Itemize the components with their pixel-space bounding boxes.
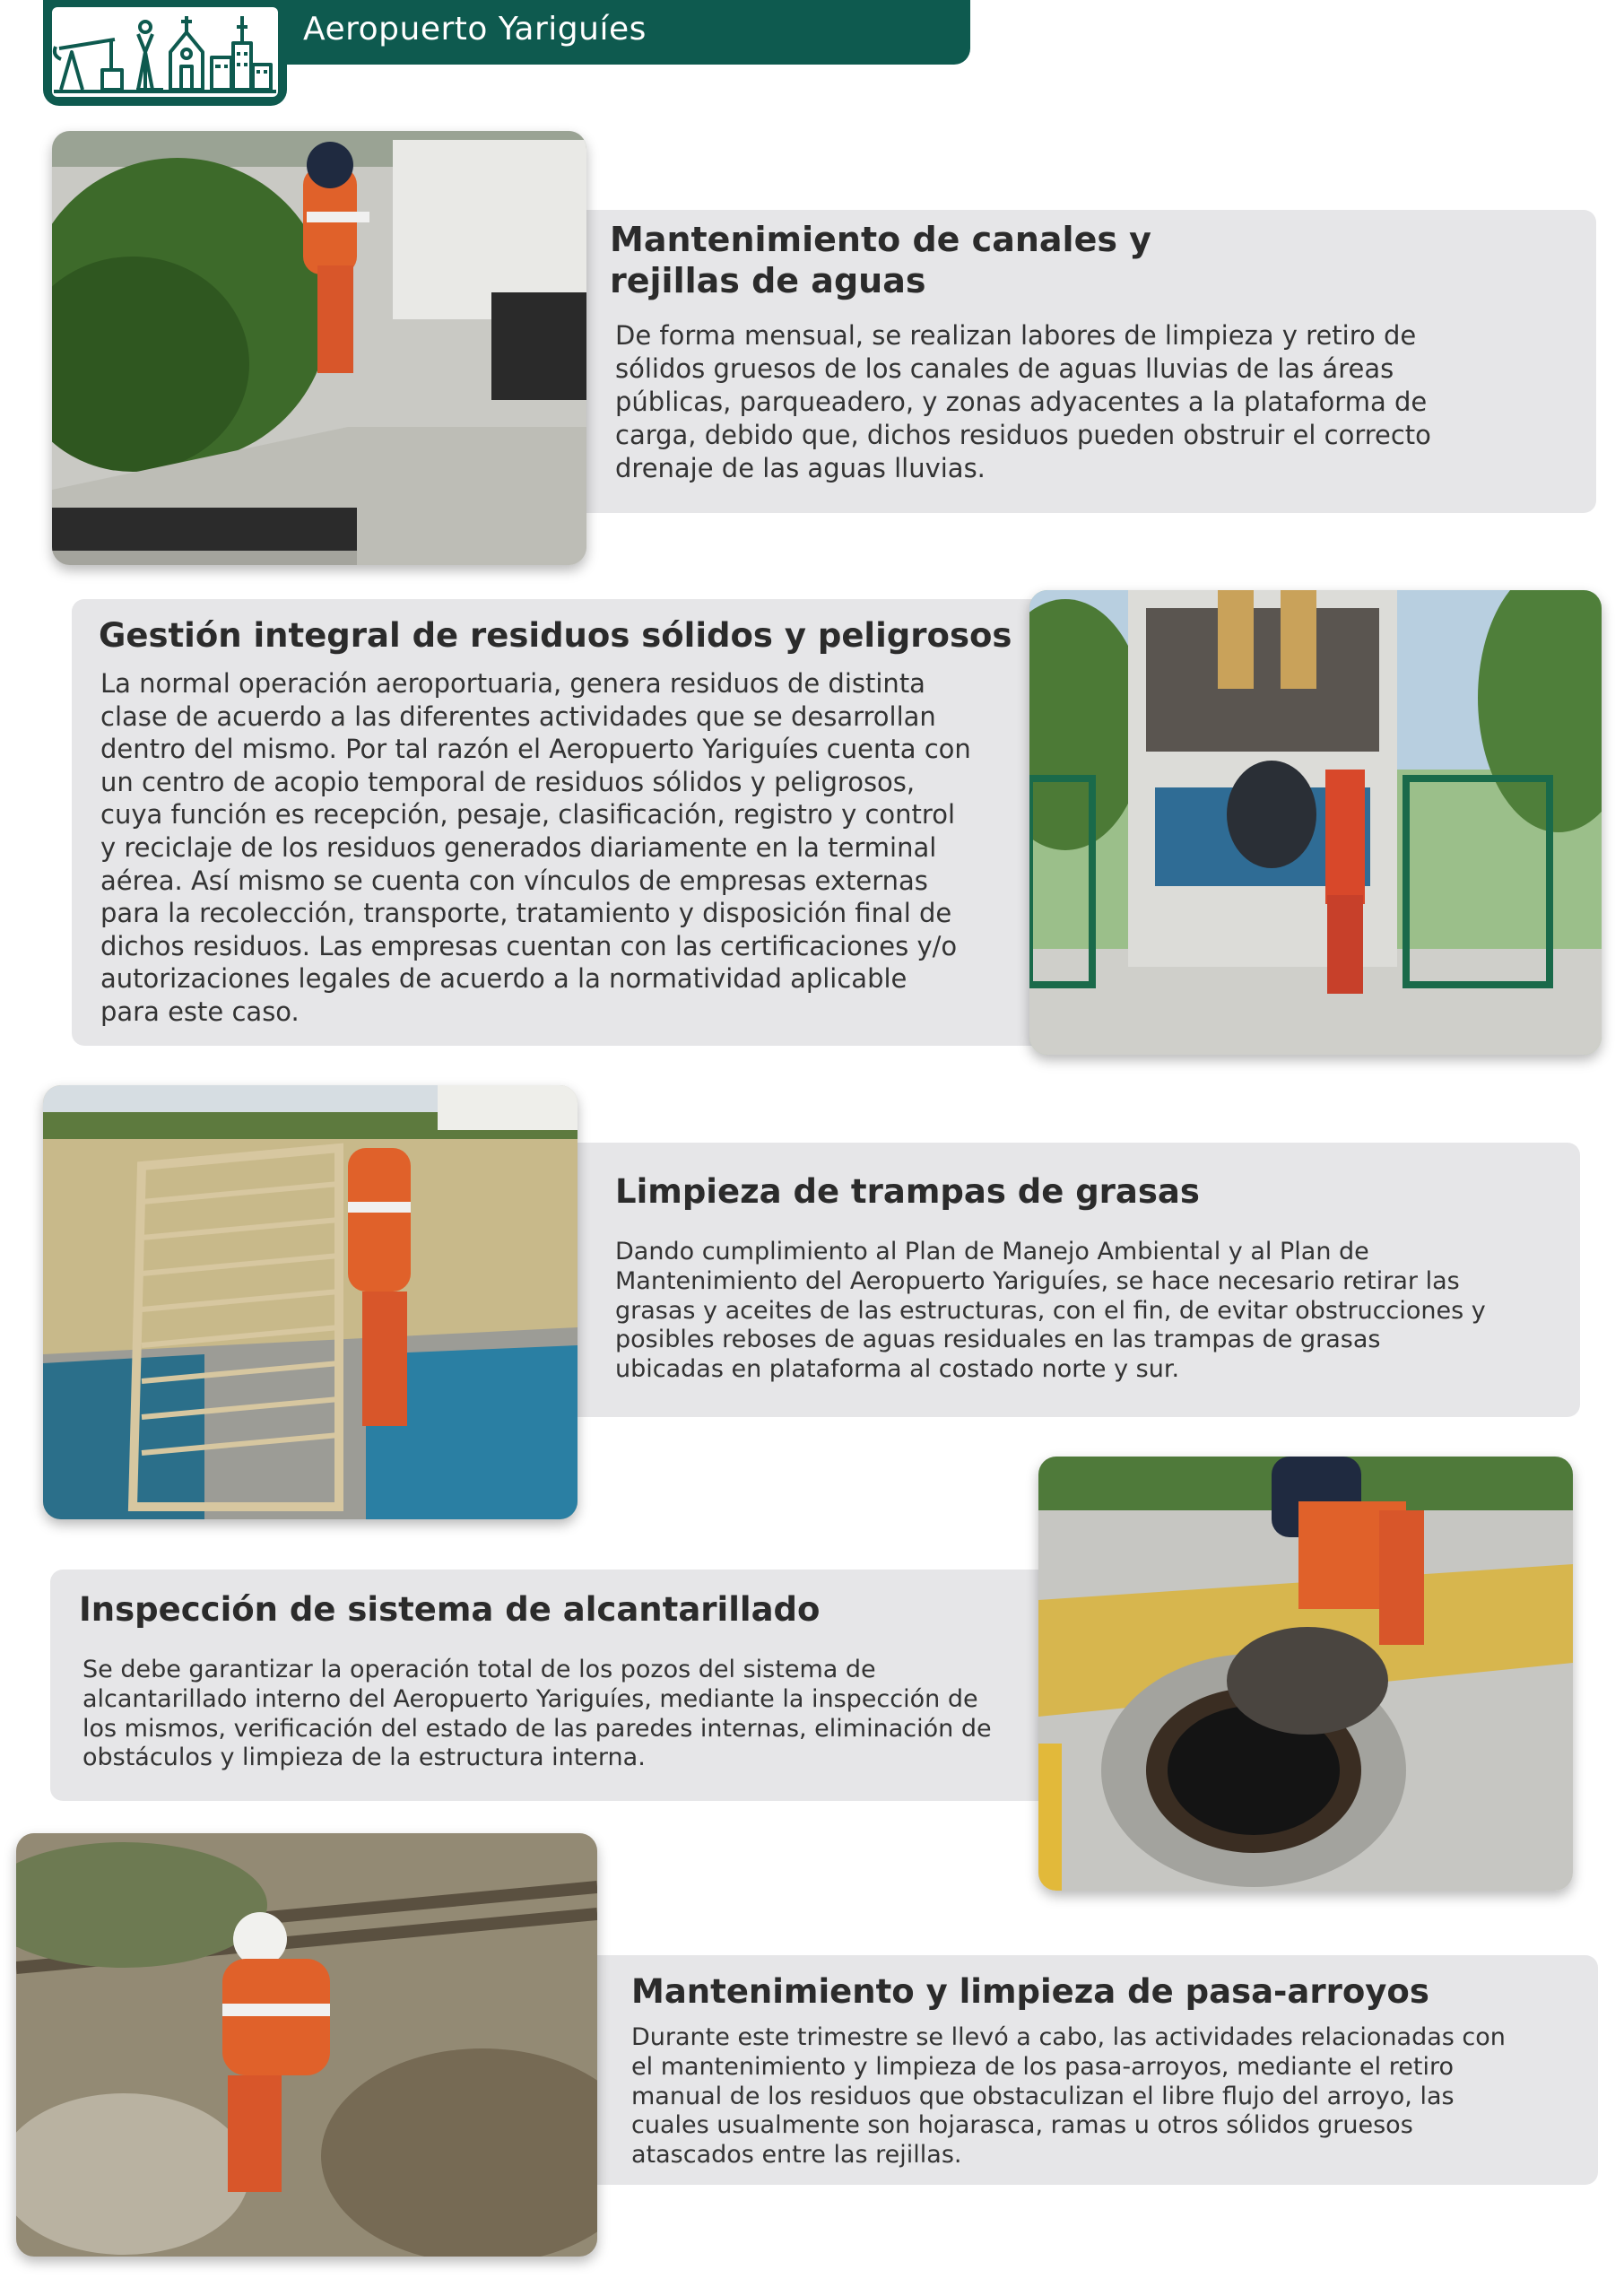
section-4-photo bbox=[1038, 1457, 1573, 1891]
section-4-text: Se debe garantizar la operación total de los pozos del sistema de alcantarillado interno del Aeropuerto Yariguíes, mediante la inspección de los mismos, verificación del estado de las paredes internas, eliminación de obstáculos y limpieza de la estructura interna. bbox=[83, 1656, 992, 1772]
section-5-photo bbox=[16, 1833, 597, 2257]
section-1-title: Mantenimiento de canales y rejillas de aguas bbox=[610, 220, 1151, 300]
city-landmarks-icon bbox=[52, 7, 278, 97]
section-4-title: Inspección de sistema de alcantarillado bbox=[79, 1590, 821, 1629]
section-5-title: Mantenimiento y limpieza de pasa-arroyos bbox=[631, 1972, 1429, 2011]
logo-tab bbox=[43, 0, 287, 106]
section-2-text: La normal operación aeroportuaria, genera residuos de distinta clase de acuerdo a las diferentes actividades que se desarrollan dentro del mismo. Por tal razón el Aeropuerto Yariguíes cuenta con un centro de acopio temporal de residuos sólidos y peligrosos, cuya función es recepción, pesaje, clasificación, registro y control y reciclaje de los residuos generados diariamente en la terminal aérea. Así mismo se cuenta con vínculos de empresas externas para la recolección, transporte, tratamiento y disposición final de dichos residuos. Las empresas cuentan con las certificaciones y/o autorizaciones legales de acuerdo a la normatividad aplicable para este caso. bbox=[100, 668, 971, 1027]
section-2-title: Gestión integral de residuos sólidos y peligrosos bbox=[99, 616, 1012, 655]
section-3-text: Dando cumplimiento al Plan de Manejo Ambiental y al Plan de Mantenimiento del Aeropuerto Yariguíes, se hace necesario retirar las grasas y aceites de las estructuras, con el fin, de evitar obstrucciones y posibles reboses de aguas residuales en las trampas de grasas ubicadas en plataforma al costado norte y sur. bbox=[615, 1238, 1486, 1384]
header-title: Aeropuerto Yariguíes bbox=[303, 11, 647, 48]
section-2-photo bbox=[1029, 590, 1602, 1055]
section-1-photo bbox=[52, 131, 586, 565]
section-3-title: Limpieza de trampas de grasas bbox=[615, 1172, 1200, 1211]
section-3-photo bbox=[43, 1085, 578, 1519]
section-1-text: De forma mensual, se realizan labores de limpieza y retiro de sólidos gruesos de los canales de aguas lluvias de las áreas públicas, parqueadero, y zonas adyacentes a la plataforma de carga, debido que, dichos residuos pueden obstruir el correcto drenaje de las aguas lluvias. bbox=[615, 320, 1431, 483]
section-5-text: Durante este trimestre se llevó a cabo, las actividades relacionadas con el mantenimiento y limpieza de los pasa-arroyos, mediante el retiro manual de los residuos que obstaculizan el libre flujo del arroyo, las cuales usualmente son hojarasca, ramas u otros sólidos gruesos atascados entre las rejillas. bbox=[631, 2023, 1506, 2170]
